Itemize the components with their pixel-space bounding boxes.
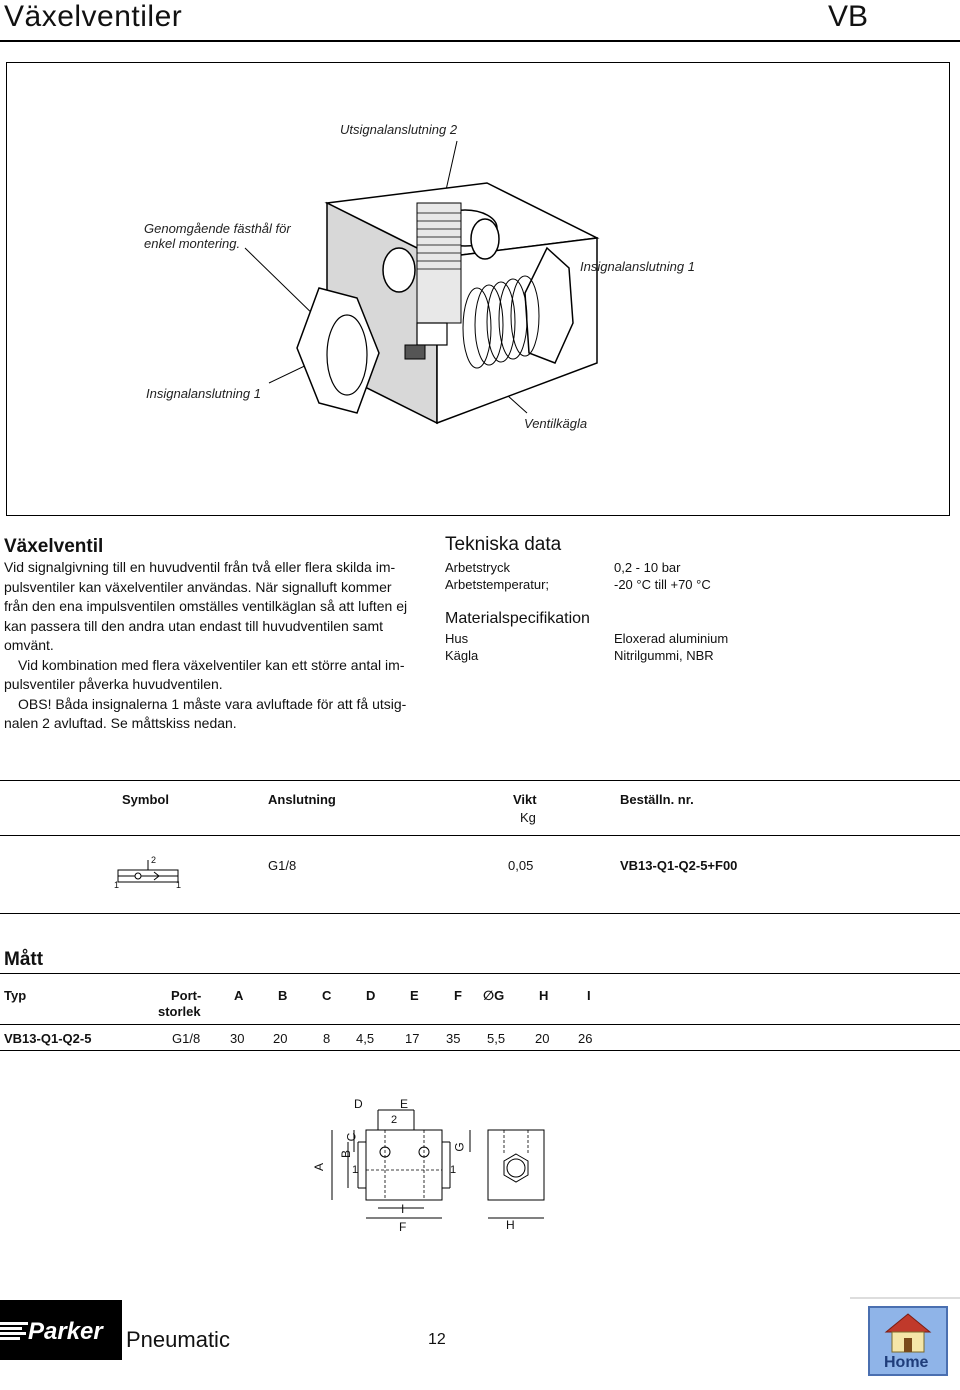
dim-port-2: 2 bbox=[391, 1114, 398, 1126]
header-rule bbox=[0, 40, 960, 42]
page-title: Växelventiler bbox=[4, 0, 183, 33]
page-number: 12 bbox=[428, 1331, 446, 1348]
dims-F: 35 bbox=[446, 1031, 461, 1046]
dim-label-G: G bbox=[452, 1142, 467, 1152]
material-value: Eloxerad aluminium bbox=[614, 631, 729, 646]
callout-inlet-right: Insignalanslutning 1 bbox=[580, 259, 695, 274]
description-line: kan passera till den andra utan endast till huvudventilen samt bbox=[4, 617, 384, 634]
description-heading: Växelventil bbox=[4, 536, 104, 557]
dim-label-E: E bbox=[400, 1097, 409, 1111]
callout-outlet: Utsignalanslutning 2 bbox=[340, 122, 458, 137]
col-weight: Vikt bbox=[513, 792, 537, 807]
dims-col-G: ∅G bbox=[483, 988, 505, 1003]
table-bottom-rule bbox=[0, 913, 960, 914]
dims-port: G1/8 bbox=[172, 1031, 201, 1046]
dims-col-E: E bbox=[410, 988, 419, 1003]
table-header-rule bbox=[0, 835, 960, 836]
dims-col-H: H bbox=[539, 988, 549, 1003]
valve-cutaway-illustration bbox=[7, 63, 949, 515]
dim-label-D: D bbox=[354, 1097, 363, 1111]
dim-label-B: B bbox=[339, 1149, 354, 1159]
symbol-port-1-left: 1 bbox=[114, 880, 120, 890]
dims-col-A: A bbox=[234, 988, 244, 1003]
dims-A: 30 bbox=[230, 1031, 245, 1046]
callout-mounting-line1: Genomgående fästhål för bbox=[144, 221, 291, 236]
dims-B: 20 bbox=[273, 1031, 288, 1046]
dims-col-D: D bbox=[366, 988, 376, 1003]
col-weight-unit: Kg bbox=[520, 810, 536, 825]
dim-label-I: I bbox=[401, 1202, 405, 1216]
tech-label: Arbetstemperatur; bbox=[445, 577, 550, 592]
dims-D: 4,5 bbox=[356, 1031, 375, 1046]
table-top-rule bbox=[0, 780, 960, 781]
dimension-drawing bbox=[310, 1094, 550, 1234]
dims-col-C: C bbox=[322, 988, 332, 1003]
dim-label-H: H bbox=[506, 1218, 515, 1232]
dims-type: VB13-Q1-Q2-5 bbox=[4, 1031, 92, 1046]
dims-H: 20 bbox=[535, 1031, 550, 1046]
col-order-number: Beställn. nr. bbox=[620, 792, 694, 807]
dims-G: 5,5 bbox=[487, 1031, 506, 1046]
dims-col-port: Port- bbox=[171, 988, 202, 1003]
dim-port-1-right: 1 bbox=[450, 1164, 457, 1176]
description-line: omvänt. bbox=[4, 637, 54, 653]
parker-logo bbox=[0, 1300, 122, 1360]
symbol-port-2: 2 bbox=[151, 855, 157, 865]
dims-col-F: F bbox=[454, 988, 462, 1003]
col-connection: Anslutning bbox=[268, 792, 336, 807]
description-body bbox=[4, 558, 434, 734]
home-label: Home bbox=[884, 1354, 929, 1371]
dims-col-B: B bbox=[278, 988, 288, 1003]
description-line: pulsventiler påverka huvudventilen. bbox=[4, 676, 223, 692]
material-value: Nitrilgummi, NBR bbox=[614, 648, 714, 663]
dims-heading-rule bbox=[0, 973, 960, 974]
house-icon bbox=[870, 1310, 946, 1354]
description-line: pulsventiler kan växelventiler användas. När signalluft kommer bbox=[4, 578, 392, 595]
illustration-frame bbox=[6, 62, 950, 516]
order-connection: G1/8 bbox=[268, 858, 297, 873]
description-line: från den ena impulsventilen omställes ventilkäglan så att luften ej bbox=[4, 598, 408, 614]
pneumatic-label: Pneumatic bbox=[126, 1327, 230, 1352]
description-line: OBS! Båda insignalerna 1 måste vara avluftade för att få utsig- bbox=[18, 695, 407, 712]
callout-mounting-line2: enkel montering. bbox=[144, 236, 241, 251]
dims-I: 26 bbox=[578, 1031, 593, 1046]
callout-poppet: Ventilkägla bbox=[524, 416, 588, 431]
order-weight: 0,05 bbox=[508, 858, 534, 873]
col-symbol: Symbol bbox=[122, 792, 169, 807]
dims-bottom-rule bbox=[0, 1050, 960, 1051]
tech-value: -20 °C till +70 °C bbox=[614, 577, 711, 592]
callout-inlet-left: Insignalanslutning 1 bbox=[146, 386, 261, 401]
parker-brand: Parker bbox=[28, 1318, 103, 1345]
dim-label-F: F bbox=[399, 1220, 407, 1234]
dims-C: 8 bbox=[323, 1031, 331, 1046]
dims-col-I: I bbox=[587, 988, 591, 1003]
material-label: Kägla bbox=[445, 648, 479, 663]
dim-port-1-left: 1 bbox=[352, 1164, 359, 1176]
description-line: Vid signalgivning till en huvudventil från två eller flera skilda im- bbox=[4, 559, 396, 575]
tech-heading: Tekniska data bbox=[445, 534, 562, 555]
dims-E: 17 bbox=[405, 1031, 420, 1046]
dim-label-C: C bbox=[344, 1132, 359, 1142]
home-button[interactable] bbox=[868, 1306, 948, 1376]
material-label: Hus bbox=[445, 631, 469, 646]
dims-col-type: Typ bbox=[4, 988, 27, 1003]
dims-col-port-size: storlek bbox=[158, 1004, 201, 1019]
tech-value: 0,2 - 10 bar bbox=[614, 560, 681, 575]
product-code: VB bbox=[827, 0, 868, 33]
dim-label-A: A bbox=[312, 1162, 327, 1172]
description-line: nalen 2 avluftad. Se måttskiss nedan. bbox=[4, 715, 237, 731]
dims-header-rule bbox=[0, 1024, 960, 1025]
footer-divider bbox=[850, 1297, 960, 1299]
description-line: Vid kombination med flera växelventiler kan ett större antal im- bbox=[18, 656, 405, 673]
symbol-port-1-right: 1 bbox=[176, 880, 182, 890]
material-heading: Materialspecifikation bbox=[445, 610, 590, 627]
order-number: VB13-Q1-Q2-5+F00 bbox=[620, 858, 738, 873]
dimensions-heading: Mått bbox=[4, 949, 44, 970]
tech-label: Arbetstryck bbox=[445, 560, 511, 575]
